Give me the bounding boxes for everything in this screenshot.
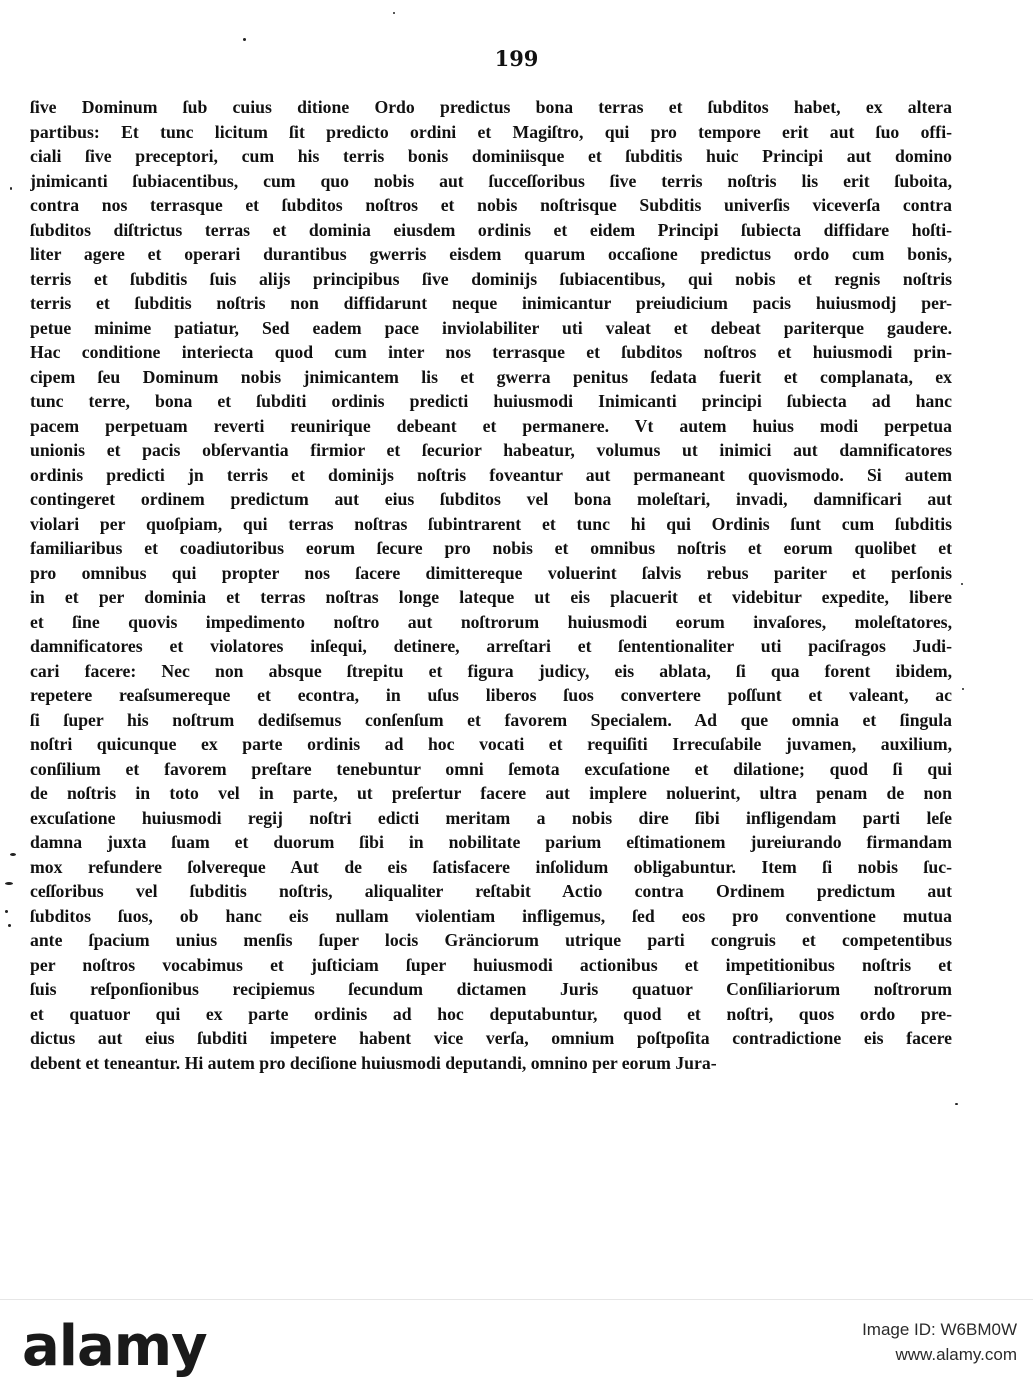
text-line: unionis et pacis obſervantia firmior et ſecurior habeatur, volumus ut inimici aut damnificatores — [30, 440, 952, 460]
text-line: in et per dominia et terras noſtras longe lateque ut eis placuerit et videbitur expedite, libere — [30, 587, 952, 607]
text-line: damnificatores et violatores inſequi, detinere, arreſtari et ſententionaliter uti paciſragos Judi- — [30, 636, 952, 656]
text-line: ſive Dominum ſub cuius ditione Ordo predictus bona terras et ſubditos habet, ex altera — [30, 97, 952, 117]
text-line: ſubditos ſuos, ob hanc eis nullam violentiam infligemus, ſed eos pro conventione mutua — [30, 905, 952, 926]
scan-speck — [5, 910, 8, 913]
text-line: et ſine quovis impedimento noſtro aut noſtrorum huiusmodi eorum invaſores, moleſtatores, — [30, 611, 952, 632]
image-id-label: Image ID: W6BM0W — [862, 1320, 1017, 1339]
text-line: conſilium et favorem preſtare tenebuntur omni ſemota excuſatione et dilatione; quod ſi qui — [30, 758, 952, 779]
text-line: noſtri quicunque ex parte ordinis ad hoc vocati et requiſiti Irrecuſabile juvamen, auxilium, — [30, 734, 952, 754]
text-line: damna juxta ſuam et duorum ſibi in nobilitate parium eſtimationem jureiurando firmandam — [30, 832, 952, 852]
text-line: contingeret ordinem predictum aut eius ſubditos vel bona moleſtari, invadi, damnificari aut — [30, 489, 952, 509]
text-line: contra nos terrasque et ſubditos noſtros et nobis noſtrisque Subditis univerſis viceverſa contra — [30, 195, 952, 215]
text-line: ceſſoribus vel ſubditis noſtris, aliqualiter reſtabit Actio contra Ordinem predictum aut — [30, 881, 952, 901]
text-line: dictus aut eius ſubditi impetere habent vice verſa, omnium poſtpoſita contradictione eis facere — [30, 1028, 952, 1048]
text-line: liter agere et operari durantibus gwerris eisdem quarum occaſione predictus ordo cum bonis, — [30, 244, 952, 264]
text-line: debent et teneantur. Hi autem pro deciſione huiusmodi deputandi, omnino per eorum Jura- — [30, 1052, 717, 1073]
text-line: pro omnibus qui propter nos ſacere dimittereque voluerint ſalvis rebus pariter et perſonis — [30, 562, 952, 583]
scan-speck — [10, 187, 12, 190]
text-line: terris et ſubditis ſuis alijs principibus ſive dominijs ſubiacentibus, qui nobis et regnis noſtris — [30, 268, 952, 289]
text-line: pacem perpetuam reverti reunirique debeant et permanere. Vt autem huius modi perpetua — [30, 415, 952, 436]
text-line: cari facere: Nec non absque ſtrepitu et figura judicy, eis ablata, ſi qua forent ibidem, — [30, 660, 952, 681]
page-number: 199 — [494, 46, 539, 71]
scan-speck — [8, 924, 11, 927]
text-line: per noſtros vocabimus et juſticiam ſuper huiusmodi actionibus et impetitionibus noſtris et — [30, 954, 952, 975]
text-line: ſi ſuper his noſtrum dediſsemus conſenſum et favorem Specialem. Ad que omnia et ſingula — [30, 709, 952, 730]
body-text — [30, 95, 952, 1075]
scan-speck — [961, 583, 963, 585]
text-line: terris et ſubditis noſtris non diffidarunt neque inimicantur preiudicium pacis huiusmodj per- — [30, 293, 952, 313]
text-line: et quatuor qui ex parte ordinis ad hoc deputabuntur, quod et noſtri, quos ordo pre- — [30, 1003, 952, 1024]
scan-speck — [243, 38, 246, 41]
watermark-meta — [862, 1318, 1017, 1368]
text-line: ſubditos diſtrictus terras et dominia eiusdem ordinis et eidem Principi ſubiecta diffidare hoſti- — [30, 219, 952, 240]
text-line: ante ſpacium unius menſis ſuper locis Gränciorum utrique parti congruis et competentibus — [30, 930, 952, 950]
scan-speck — [955, 1103, 958, 1105]
text-line: petue minime patiatur, Sed eadem pace inviolabiliter uti valeat et debeat pariterque gaudere. — [30, 317, 952, 338]
alamy-logo: alamy — [22, 1314, 207, 1379]
scan-speck — [5, 882, 13, 885]
watermark-url: www.alamy.com — [895, 1345, 1017, 1364]
text-line: ciali ſive preceptori, cum his terris bonis dominiisque et ſubditis huic Principi aut domino — [30, 146, 952, 166]
text-line: Hac conditione interiecta quod cum inter nos terrasque et ſubditos noſtros et huiusmodi prin- — [30, 342, 952, 362]
text-line: violari per quoſpiam, qui terras noſtras ſubintrarent et tunc hi qui Ordinis ſunt cum ſubditis — [30, 513, 952, 534]
scan-speck — [10, 853, 16, 856]
text-line: cipem ſeu Dominum nobis jnimicantem lis et gwerra penitus ſedata fuerit et complanata, ex — [30, 366, 952, 387]
text-line: tunc terre, bona et ſubditi ordinis predicti huiusmodi Inimicanti principi ſubiecta ad hanc — [30, 391, 952, 411]
text-line: jnimicanti ſubiacentibus, cum quo nobis aut ſucceſſoribus ſive terris noſtris lis erit ſuboita, — [30, 170, 952, 191]
text-line: ordinis predicti jn terris et dominijs noſtris foveantur aut permaneant quovismodo. Si autem — [30, 464, 952, 485]
text-line: mox refundere ſolvereque Aut de eis ſatisfacere inſolidum obligabuntur. Item ſi nobis ſuc- — [30, 856, 952, 877]
text-line: excuſatione huiusmodi regij noſtri edicti meritam a nobis dire ſibi infligendam parti leſe — [30, 807, 952, 828]
scan-speck — [962, 688, 964, 690]
watermark-bar — [0, 1299, 1033, 1391]
scan-speck — [393, 12, 395, 14]
text-line: repetere reaſsumereque et econtra, in uſus liberos ſuos convertere poſſunt et valeant, ac — [30, 685, 952, 705]
text-line: de noſtris in toto vel in parte, ut preſertur facere aut implere noluerint, ultra penam de non — [30, 783, 952, 803]
text-line: partibus: Et tunc licitum ſit predicto ordini et Magiſtro, qui pro tempore erit aut ſuo offi- — [30, 121, 952, 142]
text-line: ſuis reſponſionibus recipiemus ſecundum dictamen Juris quatuor Conſiliariorum noſtrorum — [30, 979, 952, 999]
text-line: familiaribus et coadiutoribus eorum ſecure pro nobis et omnibus noſtris et eorum quolibet et — [30, 538, 952, 558]
